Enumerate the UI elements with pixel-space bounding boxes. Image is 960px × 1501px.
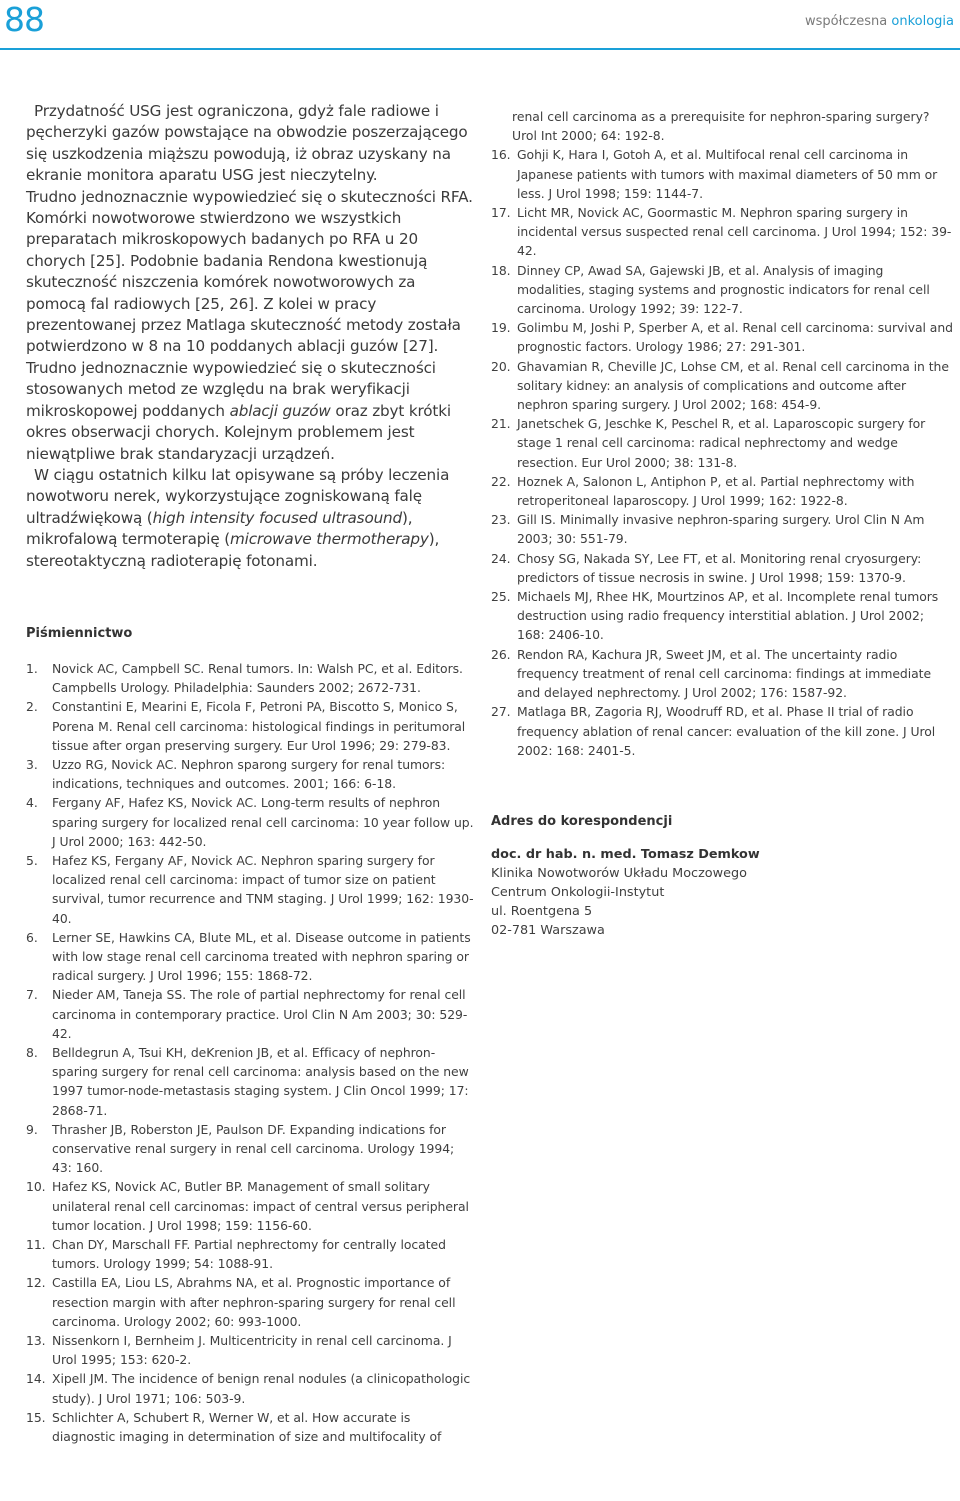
reference-item [26, 1235, 474, 1273]
reference-item [26, 1177, 474, 1235]
reference-item [491, 414, 953, 472]
reference-number: 13. [26, 1333, 46, 1349]
reference-text: Janetschek G, Jeschke K, Peschel R, et al. Laparoscopic surgery for stage 1 renal cell carcinoma: radical nephrectomy and wedge resection. Eur Urol 2000; 38: 131-8. [517, 416, 926, 470]
reference-item [26, 1273, 474, 1331]
reference-item [26, 697, 474, 755]
journal-title-accent: onkologia [891, 14, 954, 29]
reference-number: 24. [491, 550, 511, 566]
body-paragraph [26, 358, 474, 465]
reference-text: Hafez KS, Novick AC, Butler BP. Management of small solitary unilateral renal cell carcinomas: impact of central versus peripheral tumor location. J Urol 1998; 159: 1156-60. [52, 1179, 469, 1233]
reference-list-right [491, 145, 953, 760]
body-text: W ciągu ostatnich kilku lat opisywane są próby leczenia nowotworu nerek, wykorzystujące zogniskowaną falę ultradźwiękową ( [26, 465, 450, 527]
reference-item [491, 510, 953, 548]
reference-item [26, 659, 474, 697]
reference-text: Castilla EA, Liou LS, Abrahms NA, et al. Prognostic importance of resection margin with after nephron-sparing surgery for renal cell carcinoma. Urology 2002; 60: 993-1000. [52, 1275, 456, 1329]
reference-number: 7. [26, 987, 38, 1003]
reference-number: 27. [491, 704, 511, 720]
reference-number: 21. [491, 416, 511, 432]
reference-number: 2. [26, 699, 38, 715]
reference-text: Dinney CP, Awad SA, Gajewski JB, et al. Analysis of imaging modalities, staging systems and prognostic indicators for renal cell carcinoma. Urology 1992; 39: 122-7. [517, 262, 930, 317]
body-paragraph [26, 465, 474, 572]
reference-item [26, 793, 474, 851]
reference-item [491, 261, 953, 319]
reference-text: Belldegrun A, Tsui KH, deKrenion JB, et al. Efficacy of nephron-sparing surgery for renal cell carcinoma: analysis based on the new 1997 tumor-node-metastasis staging system. J Clin Oncol 1999; 17: 2868-71. [52, 1045, 469, 1118]
reference-text: Schlichter A, Schubert R, Werner W, et al. How accurate is diagnostic imaging in determination of size and multifocality of [52, 1409, 442, 1445]
body-paragraph: Przydatność USG jest ograniczona, gdyż fale radiowe i pęcherzyki gazów powstające na obwodzie poszerzającego się uszkodzenia miąższu powodują, iż obraz uzyskany na ekranie monitora aparatu USG jest nieczytelny. [26, 102, 468, 185]
reference-item [491, 318, 953, 356]
reference-text: Matlaga BR, Zagoria RJ, Woodruff RD, et al. Phase II trial of radio frequency ablation of renal cancer: evaluation of the kill zone. J Urol 2002: 168: 2401-5. [517, 704, 936, 758]
reference-item [491, 472, 953, 510]
right-column [491, 107, 953, 940]
reference-item [26, 1369, 474, 1407]
reference-item [491, 145, 953, 203]
reference-item [491, 645, 953, 703]
reference-item [26, 1408, 474, 1446]
reference-number: 20. [491, 358, 511, 374]
reference-number: 15. [26, 1409, 46, 1425]
reference-number: 23. [491, 512, 511, 528]
reference-number: 3. [26, 756, 38, 772]
reference-text: Constantini E, Mearini E, Ficola F, Petroni PA, Biscotto S, Monico S, Porena M. Renal cell carcinoma: histological findings in peritumoral tissue after organ preserving surgery. Eur Urol 1996; 29: 279-83. [52, 699, 466, 753]
reference-item [491, 587, 953, 645]
page-number: 88 [4, 0, 44, 39]
reference-number: 11. [26, 1237, 46, 1253]
reference-number: 19. [491, 320, 511, 336]
reference-item [491, 549, 953, 587]
reference-item [26, 851, 474, 928]
reference-number: 14. [26, 1371, 46, 1387]
correspondence-heading: Adres do korespondencji [491, 813, 673, 829]
reference-text: Golimbu M, Joshi P, Sperber A, et al. Renal cell carcinoma: survival and prognostic factors. Urology 1986; 27: 291-301. [517, 320, 953, 355]
body-emphasis: ablacji guzów [229, 401, 331, 420]
reference-item [26, 1120, 474, 1178]
reference-item [491, 203, 953, 261]
reference-text: Ghavamian R, Cheville JC, Lohse CM, et al. Renal cell carcinoma in the solitary kidney: an analysis of complications and outcome after nephron sparing surgery. J Urol 2002; 168: 454-9. [517, 358, 949, 413]
reference-item [26, 755, 474, 793]
body-emphasis: microwave thermotherapy [230, 530, 429, 549]
body-text: ), mikrofalową termoterapię ( [26, 508, 413, 549]
body-text: oraz zbyt krótki okres obserwacji chorych. Kolejnym problemem jest niewątpliwe brak standaryzacji urządzeń. [26, 401, 451, 463]
references-heading: Piśmiennictwo [26, 625, 133, 641]
reference-number: 17. [491, 205, 511, 221]
reference-text: Rendon RA, Kachura JR, Sweet JM, et al. The uncertainty radio frequency treatment of renal cell carcinoma: findings at immediate and delayed nephrectomy. J Urol 2002; 176: 1587-92. [517, 646, 932, 701]
reference-number: 16. [491, 147, 511, 163]
reference-number: 1. [26, 660, 38, 676]
reference-number: 8. [26, 1045, 38, 1060]
reference-item [26, 1331, 474, 1369]
reference-number: 5. [26, 852, 38, 868]
reference-text: Chan DY, Marschall FF. Partial nephrectomy for centrally located tumors. Urology 1999; 54: 1088-91. [52, 1237, 446, 1272]
reference-text: Thrasher JB, Roberston JE, Paulson DF. Expanding indications for conservative renal surgery in renal cell carcinoma. Urology 1994; 43: 160. [52, 1121, 455, 1176]
reference-text: Hoznek A, Salonon L, Antiphon P, et al. Partial nephrectomy with retroperitoneal laparoscopy. J Urol 1999; 162: 1922-8. [517, 473, 915, 509]
reference-text: Fergany AF, Hafez KS, Novick AC. Long-term results of nephron sparing surgery for localized renal cell carcinoma: 10 year follow up. J Urol 2000; 163: 442-50. [52, 795, 474, 849]
correspondence-address-line: Centrum Onkologii-Instytut [491, 884, 665, 900]
journal-title [805, 14, 954, 29]
reference-number: 12. [26, 1275, 46, 1291]
journal-title-prefix: współczesna [804, 14, 888, 29]
reference-text: Nissenkorn I, Bernheim J. Multicentricity in renal cell carcinoma. J Urol 1995; 153: 620-2. [52, 1333, 452, 1368]
body-emphasis: high intensity focused ultrasound [152, 508, 403, 527]
reference-number: 26. [491, 646, 511, 662]
reference-item [26, 985, 474, 1043]
reference-text: Nieder AM, Taneja SS. The role of partial nephrectomy for renal cell carcinoma in contemporary practice. Urol Clin N Am 2003; 30: 529-42. [52, 987, 468, 1041]
reference-number: 10. [26, 1179, 46, 1195]
reference-text: Hafez KS, Fergany AF, Novick AC. Nephron sparing surgery for localized renal cell carcinoma: impact of tumor size on patient survival, tumor recurrence and TNM staging. J Urol 1999; 162: 1930-40. [52, 852, 474, 926]
body-text: Trudno jednoznacznie wypowiedzieć się o skuteczności stosowanych metod ze względu na brak weryfikacji mikroskopowej poddanych [26, 358, 436, 420]
reference-item [491, 702, 953, 760]
reference-number: 22. [491, 473, 511, 489]
reference-continuation: renal cell carcinoma as a prerequisite for nephron-sparing surgery? Urol Int 2000; 64: 192-8. [512, 109, 930, 144]
reference-text: Gill IS. Minimally invasive nephron-sparing surgery. Urol Clin N Am 2003; 30: 551-79. [517, 512, 925, 547]
reference-text: Michaels MJ, Rhee HK, Mourtzinos AP, et al. Incomplete renal tumors destruction using radio frequency interstitial ablation. J Urol 2002; 168: 2406-10. [517, 589, 939, 643]
reference-text: Licht MR, Novick AC, Goormastic M. Nephron sparing surgery in incidental versus suspected renal cell carcinoma. J Urol 1994; 152: 39-42. [517, 205, 952, 259]
correspondence-address-line: ul. Roentgena 5 [491, 903, 593, 919]
correspondence-address-line: Klinika Nowotworów Układu Moczowego [491, 865, 747, 881]
body-text: ), stereotaktyczną radioterapię fotonami. [26, 530, 440, 570]
reference-number: 6. [26, 929, 38, 945]
reference-text: Novick AC, Campbell SC. Renal tumors. In: Walsh PC, et al. Editors. Campbells Urology. Philadelphia: Saunders 2002; 2672-731. [52, 660, 463, 696]
header-rule [0, 48, 960, 50]
reference-text: Chosy SG, Nakada SY, Lee FT, et al. Monitoring renal cryosurgery: predictors of tissue necrosis in swine. J Urol 1998; 159: 1370-9. [517, 550, 922, 585]
correspondence-address-line: 02-781 Warszawa [491, 922, 605, 938]
reference-number: 4. [26, 795, 38, 811]
left-column [26, 101, 474, 1446]
reference-text: Uzzo RG, Novick AC. Nephron sparong surgery for renal tumors: indications, techniques and outcomes. 2001; 166: 6-18. [52, 756, 446, 792]
reference-number: 18. [491, 262, 511, 278]
reference-number: 9. [26, 1121, 38, 1137]
reference-text: Gohji K, Hara I, Gotoh A, et al. Multifocal renal cell carcinoma in Japanese patients with tumors with maximal diameters of 50 mm or less. J Urol 1998; 159: 1144-7. [517, 147, 938, 201]
reference-text: Xipell JM. The incidence of benign renal nodules (a clinicopathologic study). J Urol 1971; 106: 503-9. [52, 1371, 471, 1406]
reference-item [26, 928, 474, 986]
reference-text: Lerner SE, Hawkins CA, Blute ML, et al. Disease outcome in patients with low stage renal cell carcinoma treated with nephron sparing or radical surgery. J Urol 1996; 155: 1868-72. [52, 929, 471, 984]
reference-list-left [26, 659, 474, 1446]
correspondence-name: doc. dr hab. n. med. Tomasz Demkow [491, 846, 760, 862]
reference-number: 25. [491, 589, 511, 605]
reference-item [26, 1043, 474, 1120]
reference-item [491, 357, 953, 415]
body-paragraph: Trudno jednoznacznie wypowiedzieć się o skuteczności RFA. Komórki nowotworowe stwierdzono we wszystkich preparatach mikroskopowych badanych po RFA u 20 chorych [25]. Podobnie badania Rendona kwestionują skuteczność niszczenia komórek nowotworowych za pomocą fal radiowych [25, 26]. Z kolei w pracy prezentowanej przez Matlaga skuteczność metody została potwierdzono w 8 na 10 poddanych ablacji guzów [27]. [26, 187, 473, 356]
